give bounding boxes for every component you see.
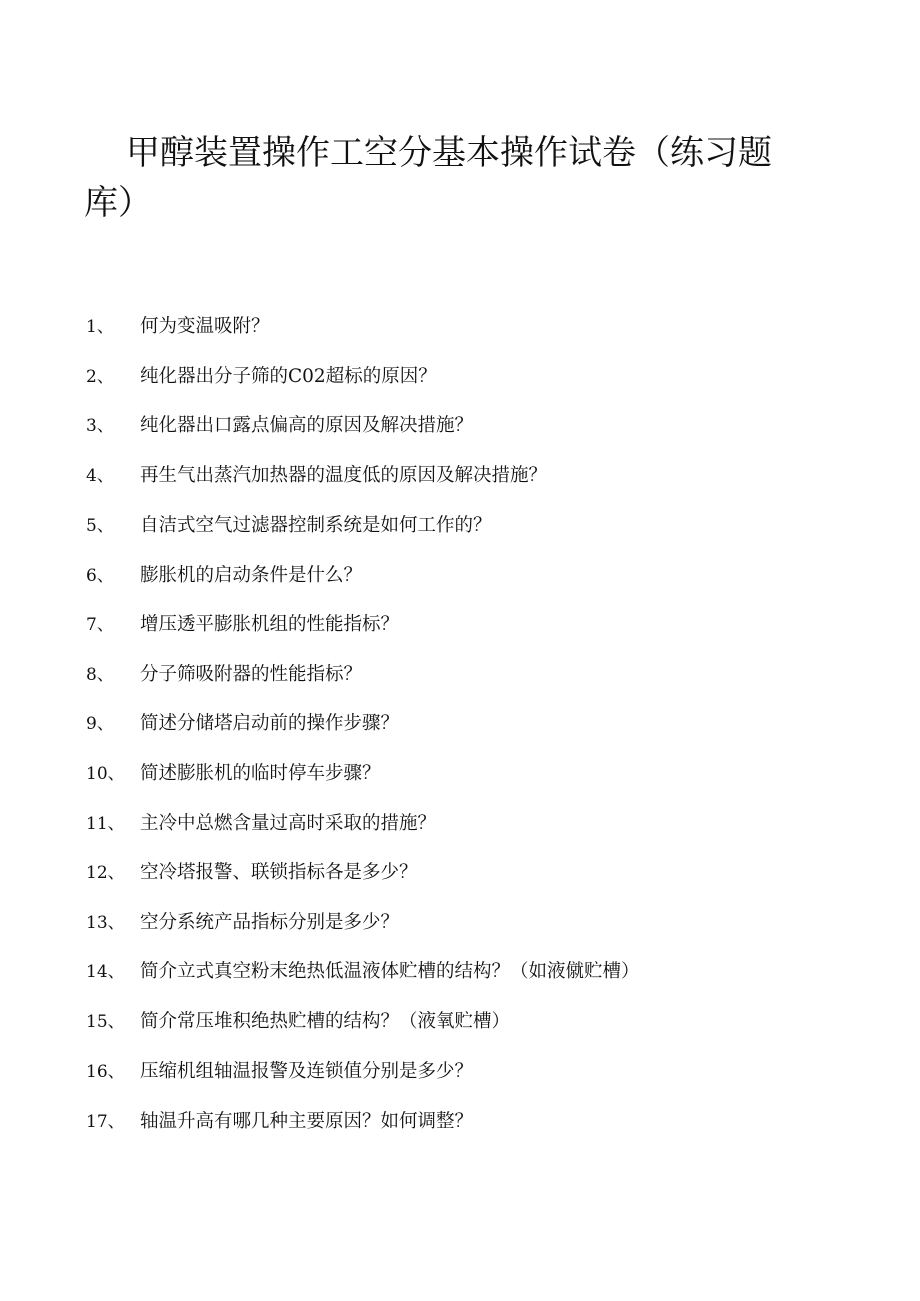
question-text: 简介立式真空粉末绝热低温液体贮槽的结构？（如液僦贮槽） — [140, 961, 640, 982]
question-text: 增压透平膨胀机组的性能指标？ — [140, 614, 400, 635]
question-number: 3、 — [86, 416, 114, 436]
page-title: 甲醇装置操作工空分基本操作试卷（练习题库） — [84, 133, 772, 223]
question-item — [86, 610, 866, 640]
question-text: 分子筛吸附器的性能指标？ — [140, 664, 363, 685]
question-item — [86, 1107, 866, 1137]
question-text: 何为变温吸附？ — [140, 316, 270, 337]
question-item — [86, 709, 866, 739]
question-number: 11、 — [86, 814, 125, 834]
question-item — [86, 957, 866, 987]
question-item — [86, 908, 866, 938]
question-number: 6、 — [86, 566, 114, 586]
question-number: 7、 — [86, 615, 114, 635]
question-item — [86, 561, 866, 591]
question-number: 8、 — [86, 665, 114, 685]
question-item — [86, 362, 866, 392]
question-text: 压缩机组轴温报警及连锁值分别是多少？ — [140, 1061, 474, 1082]
question-text: 膨胀机的启动条件是什么？ — [140, 565, 363, 586]
question-number: 17、 — [86, 1112, 125, 1132]
question-text: 简述膨胀机的临时停车步骤？ — [140, 763, 381, 784]
question-text: 纯化器出分子筛的C02超标的原因？ — [140, 366, 437, 387]
question-number: 16、 — [86, 1062, 125, 1082]
question-text: 再生气出蒸汽加热器的温度低的原因及解决措施？ — [140, 465, 548, 486]
question-text: 轴温升高有哪几种主要原因？如何调整？ — [140, 1111, 474, 1132]
question-item — [86, 1057, 866, 1087]
question-text: 空冷塔报警、联锁指标各是多少？ — [140, 862, 418, 883]
question-number: 10、 — [86, 764, 125, 784]
question-number: 5、 — [86, 516, 114, 536]
question-item — [86, 511, 866, 541]
question-number: 13、 — [86, 913, 125, 933]
question-text: 简介常压堆积绝热贮槽的结构？（液氧贮槽） — [140, 1011, 511, 1032]
question-text: 主冷中总燃含量过高时采取的措施？ — [140, 813, 437, 834]
question-text: 空分系统产品指标分别是多少？ — [140, 912, 400, 933]
question-number: 12、 — [86, 863, 125, 883]
question-text: 简述分储塔启动前的操作步骤？ — [140, 713, 400, 734]
question-item — [86, 411, 866, 441]
question-number: 15、 — [86, 1012, 125, 1032]
question-number: 9、 — [86, 714, 114, 734]
question-item — [86, 759, 866, 789]
question-number: 4、 — [86, 466, 114, 486]
question-number: 14、 — [86, 962, 125, 982]
question-item — [86, 312, 866, 342]
question-number: 2、 — [86, 367, 114, 387]
question-item — [86, 858, 866, 888]
question-text: 纯化器出口露点偏高的原因及解决措施？ — [140, 415, 474, 436]
question-item — [86, 660, 866, 690]
question-item — [86, 461, 866, 491]
question-item — [86, 1007, 866, 1037]
question-item — [86, 809, 866, 839]
question-text: 自洁式空气过滤器控制系统是如何工作的？ — [140, 515, 492, 536]
question-number: 1、 — [86, 317, 114, 337]
